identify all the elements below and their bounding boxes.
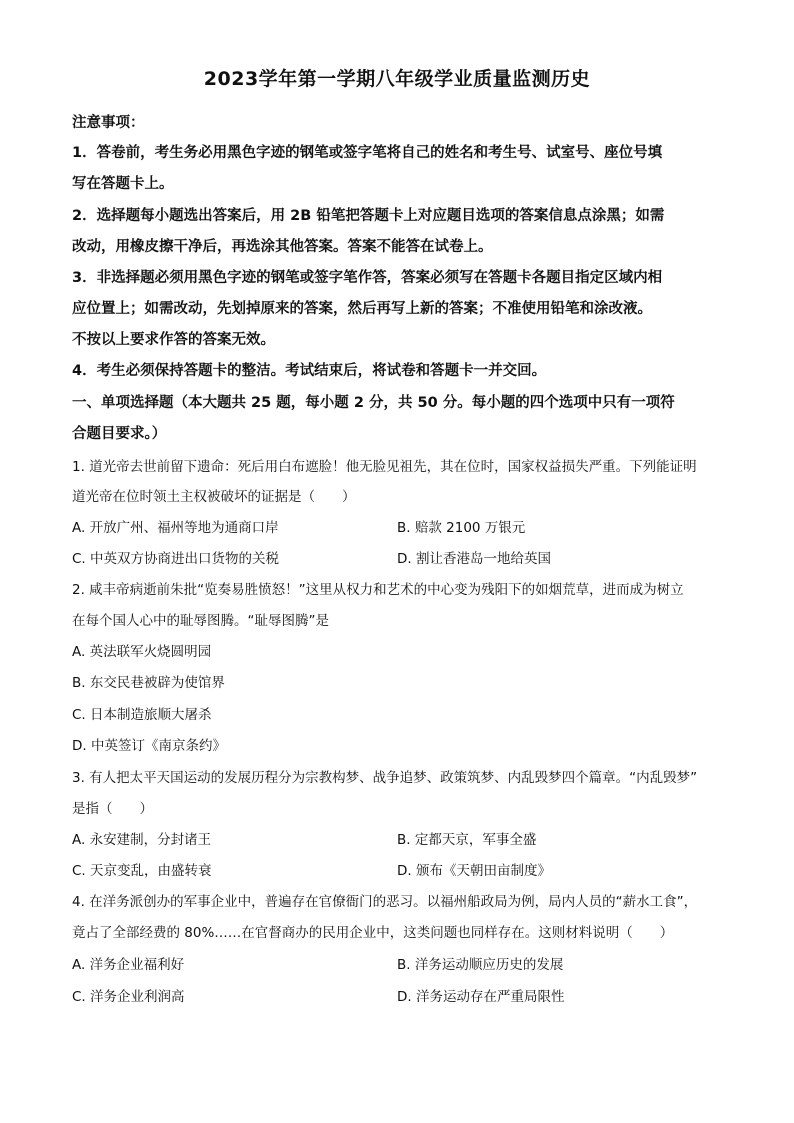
question-stem: 道光帝在位时领土主权被破坏的证据是（ ） (72, 489, 356, 505)
notes-heading: 注意事项： (72, 115, 145, 131)
option-d: D. 中英签订《南京条约》 (72, 738, 226, 754)
option-c: C. 中英双方协商进出口货物的关税 (72, 551, 280, 567)
option-d: D. 颁布《天朝田亩制度》 (397, 863, 551, 879)
note-line: 4．考生必须保持答题卡的整洁。考试结束后，将试卷和答题卡一并交回。 (72, 363, 547, 379)
option-a: A. 英法联军火烧圆明园 (72, 644, 212, 660)
note-line: 写在答题卡上。 (72, 176, 174, 192)
page-title: 2023学年第一学期八年级学业质量监测历史 (203, 68, 591, 90)
option-a: A. 开放广州、福州等地为通商口岸 (72, 520, 279, 536)
question-stem: 在每个国人心中的耻辱图腾。“耻辱图腾”是 (72, 613, 329, 629)
option-b: B. 东交民巷被辟为使馆界 (72, 675, 225, 691)
question-stem: 3. 有人把太平天国运动的发展历程分为宗教构梦、战争追梦、政策筑梦、内乱毁梦四个篇章。“内乱毁梦” (72, 770, 698, 786)
note-line: 2．选择题每小题选出答案后，用 2B 铅笔把答题卡上对应题目选项的答案信息点涂黑；如需 (72, 208, 665, 224)
note-line: 3．非选择题必须用黑色字迹的钢笔或签字笔作答，答案必须写在答题卡各题目指定区域内相 (72, 270, 663, 286)
question-stem: 是指（ ） (72, 801, 153, 817)
option-d: D. 割让香港岛一地给英国 (397, 551, 551, 567)
note-line: 不按以上要求作答的答案无效。 (72, 332, 275, 348)
option-c: C. 天京变乱，由盛转衰 (72, 863, 212, 879)
note-line: 改动，用橡皮擦干净后，再选涂其他答案。答案不能答在试卷上。 (72, 239, 493, 255)
note-line: 1．答卷前，考生务必用黑色字迹的钢笔或签字笔将自己的姓名和考生号、试室号、座位号填 (72, 145, 663, 161)
option-b: B. 定都天京，军事全盛 (397, 832, 537, 848)
question-stem: 1. 道光帝去世前留下遗命：死后用白布遮脸！他无脸见祖先，其在位时，国家权益损失严重。下列能证明 (72, 459, 697, 475)
option-d: D. 洋务运动存在严重局限性 (397, 989, 565, 1005)
option-c: C. 日本制造旅顺大屠杀 (72, 707, 212, 723)
section-heading: 合题目要求。） (72, 426, 167, 442)
question-stem: 4. 在洋务派创办的军事企业中，普遍存在官僚衙门的恶习。以福州船政局为例，局内人员的“薪水工食”， (72, 894, 698, 910)
option-b: B. 洋务运动顺应历史的发展 (397, 957, 564, 973)
option-a: A. 永安建制，分封诸王 (72, 832, 212, 848)
note-line: 应位置上；如需改动，先划掉原来的答案，然后再写上新的答案；不准使用铅笔和涂改液。 (72, 301, 652, 317)
question-stem: 竟占了全部经费的 80%……在官督商办的民用企业中，这类问题也同样存在。这则材料说明（ ） (72, 925, 674, 941)
option-b: B. 赔款 2100 万银元 (397, 520, 526, 536)
question-stem: 2. 咸丰帝病逝前朱批“览奏易胜愤怒！”这里从权力和艺术的中心变为残阳下的如烟荒草，进而成为树立 (72, 582, 684, 598)
option-a: A. 洋务企业福利好 (72, 957, 185, 973)
option-c: C. 洋务企业利润高 (72, 989, 185, 1005)
section-heading: 一、单项选择题（本大题共 25 题，每小题 2 分，共 50 分。每小题的四个选项中只有一项符 (72, 395, 675, 411)
